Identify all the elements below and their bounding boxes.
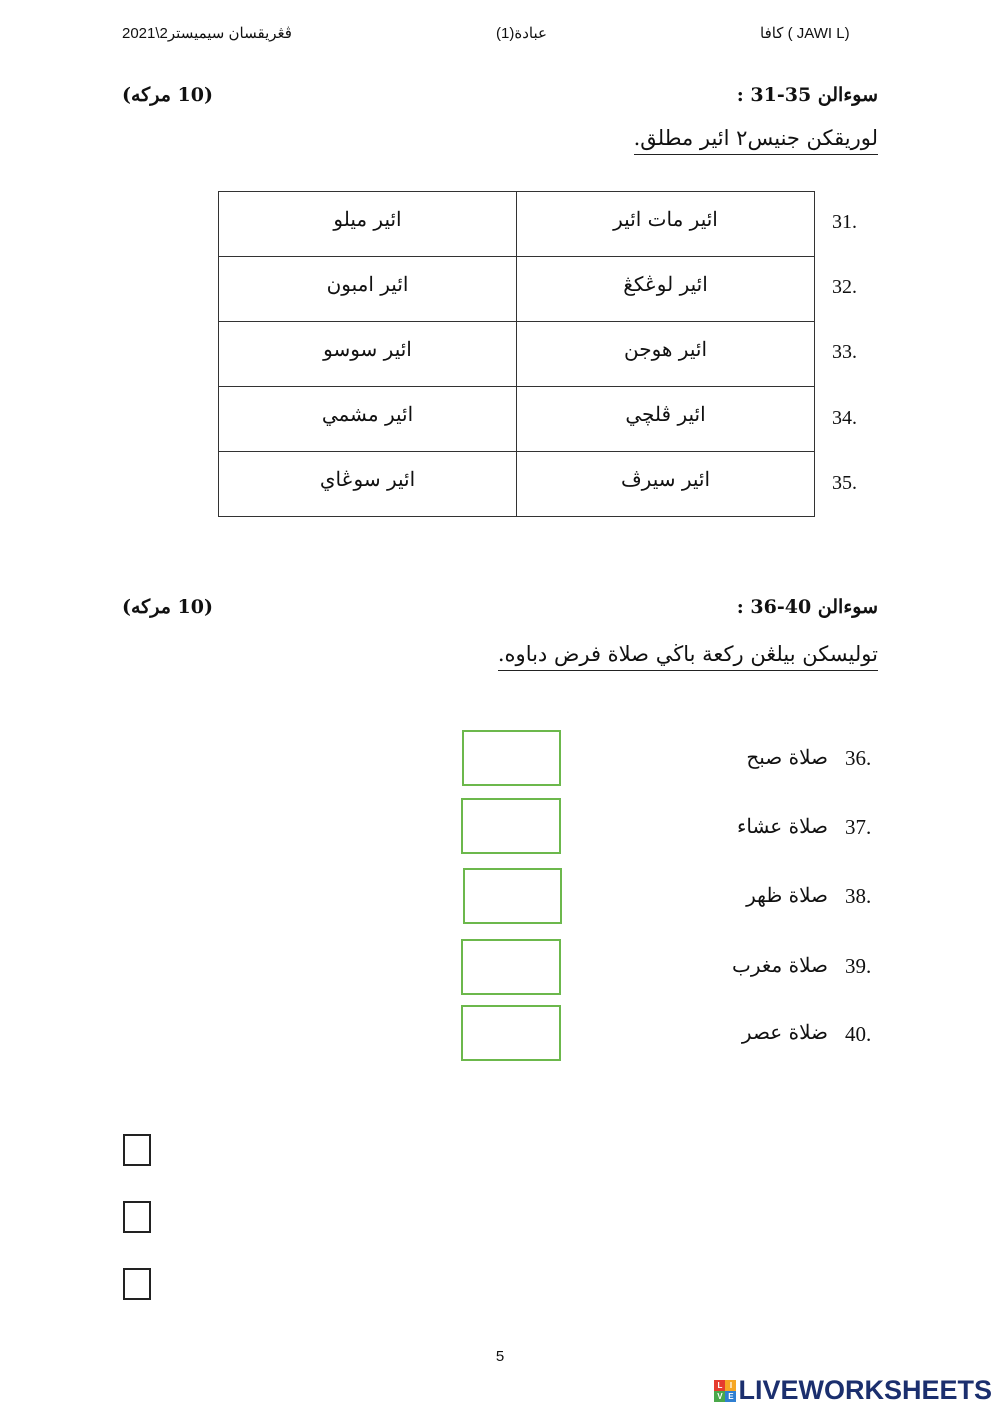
- answer-box[interactable]: [462, 730, 561, 786]
- table-cell-left: ائير امبون: [219, 257, 517, 322]
- table-cell-right: ائير لوڠكڠ: [517, 257, 815, 322]
- table-cell-left: ائير مشمي: [219, 387, 517, 452]
- item-number: 39.: [845, 954, 872, 978]
- section1-instruction: لوريقكن جنيس٢ ائير مطلق.: [634, 126, 878, 155]
- table-cell-left: ائير سوسو: [219, 322, 517, 387]
- header-left-text: ڤڠريقسان سيميستر2\2021: [122, 25, 292, 42]
- table-cell-right: ائير ڤلچي: [517, 387, 815, 452]
- page-number: 5: [495, 1348, 505, 1365]
- logo-letter: I: [725, 1380, 736, 1391]
- item-number: 37.: [845, 815, 872, 839]
- checkbox[interactable]: [123, 1268, 151, 1300]
- row-number: 32.: [832, 276, 857, 298]
- section2-marks: (10 مركه): [122, 596, 213, 618]
- row-number: 35.: [832, 472, 857, 494]
- table-cell-left: ائير سوڠاي: [219, 452, 517, 517]
- prayer-label: صلاة عشاء: [736, 814, 828, 838]
- row-number: 33.: [832, 341, 857, 363]
- liveworksheets-icon: [714, 1380, 736, 1402]
- header-center-text: عبادة(1): [496, 25, 547, 42]
- row-number: 31.: [832, 211, 857, 233]
- item-number: 38.: [845, 884, 872, 908]
- logo-letter: L: [714, 1380, 725, 1391]
- item-number: 36.: [845, 746, 872, 770]
- row-number: 34.: [832, 407, 857, 429]
- matching-table: [218, 191, 815, 517]
- table-row: [219, 192, 815, 257]
- table-row: [219, 257, 815, 322]
- section1-marks: (10 مركه): [122, 84, 213, 106]
- liveworksheets-logo: [714, 1375, 992, 1406]
- checkbox[interactable]: [123, 1134, 151, 1166]
- answer-box[interactable]: [461, 1005, 561, 1061]
- table-row: [219, 452, 815, 517]
- answer-box[interactable]: [461, 798, 561, 854]
- section1-title: سوءالن 35-31 :: [736, 84, 878, 106]
- prayer-label: صلاة صبح: [746, 745, 828, 769]
- table-cell-right: ائير مات ائير: [517, 192, 815, 257]
- table-row: [219, 387, 815, 452]
- table-row: [219, 322, 815, 387]
- item-number: 40.: [845, 1022, 872, 1046]
- table-cell-left: ائير ميلو: [219, 192, 517, 257]
- answer-box[interactable]: [461, 939, 561, 995]
- prayer-label: ضلاة عصر: [741, 1020, 828, 1044]
- header-right-text: كافا ( JAWI L): [760, 25, 850, 42]
- checkbox[interactable]: [123, 1201, 151, 1233]
- section2-title: سوءالن 40-36 :: [736, 596, 878, 618]
- prayer-label: صلاة مغرب: [732, 953, 828, 977]
- brand-text: LIVEWORKSHEETS: [738, 1375, 992, 1405]
- logo-letter: E: [725, 1391, 736, 1402]
- table-cell-right: ائير سيرڤ: [517, 452, 815, 517]
- section2-instruction: توليسكن بيلڠن رکعة باڬي صلاة فرض دباوه.: [498, 642, 878, 671]
- answer-box[interactable]: [463, 868, 562, 924]
- table-cell-right: ائير هوجن: [517, 322, 815, 387]
- logo-letter: V: [714, 1391, 725, 1402]
- prayer-label: صلاة ظهر: [746, 883, 828, 907]
